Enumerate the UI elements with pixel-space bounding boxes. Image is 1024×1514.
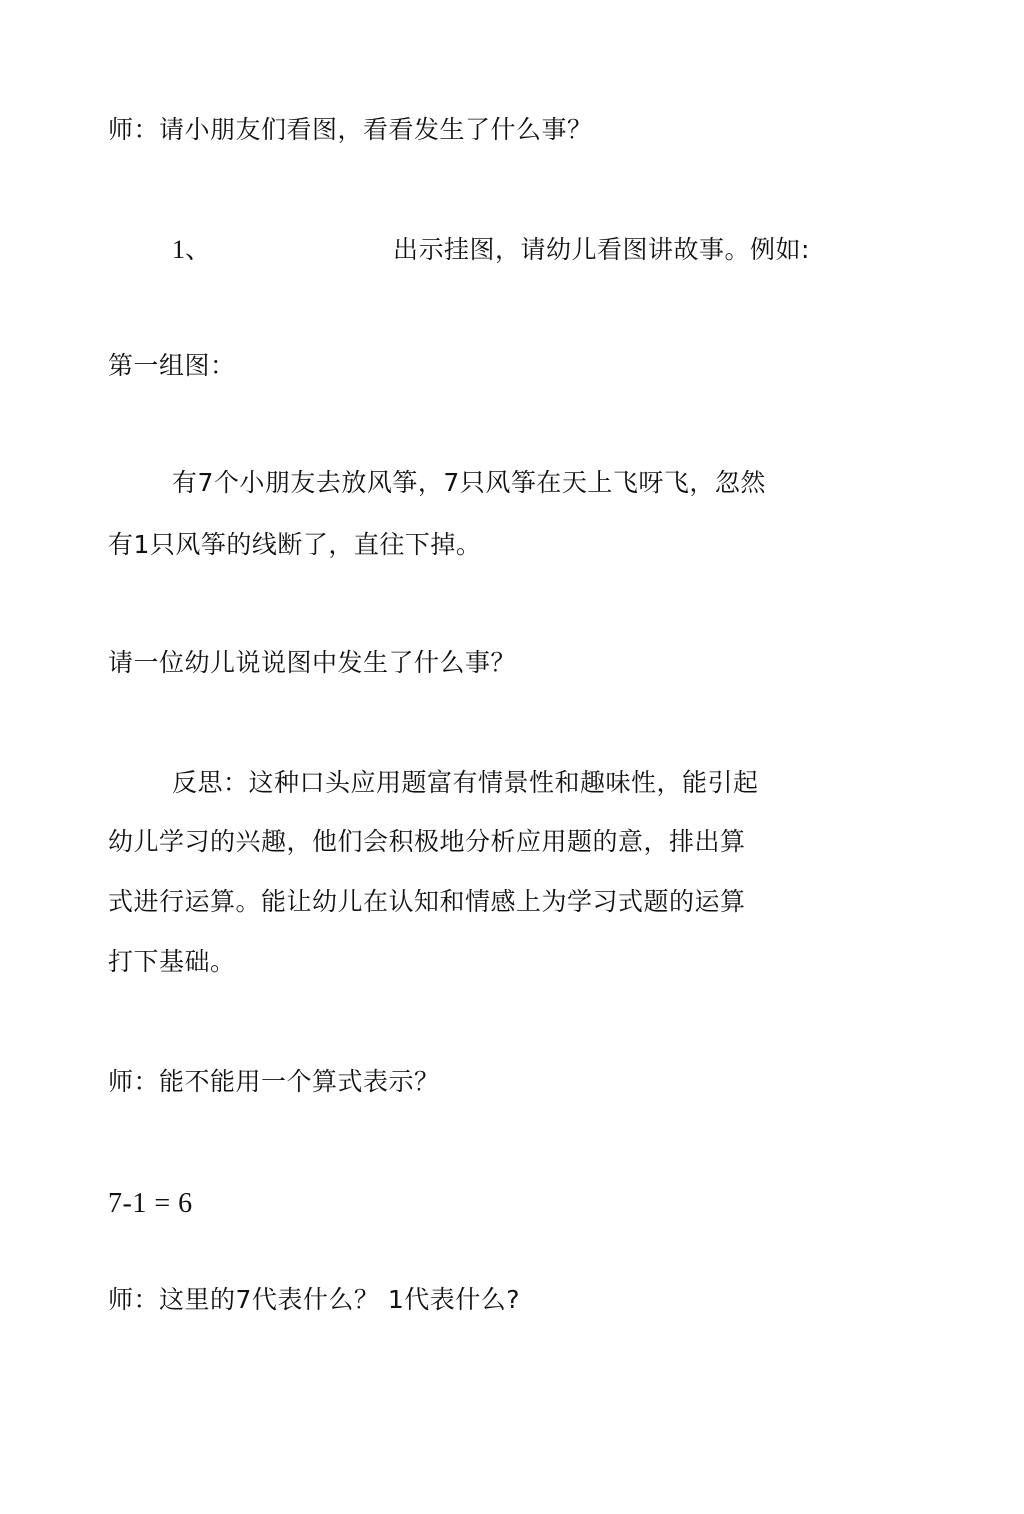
reflection-line-2: 幼儿学习的兴趣，他们会积极地分析应用题的意，排出算 [108, 827, 746, 856]
ask-child-line: 请一位幼儿说说图中发生了什么事？ [108, 648, 517, 677]
reflection-line-3: 式进行运算。能让幼儿在认知和情感上为学习式题的运算 [108, 887, 746, 916]
equation: 7-1 = 6 [108, 1188, 193, 1219]
list-item-number: 1、 [172, 235, 212, 264]
list-item-text: 出示挂图，请幼儿看图讲故事。例如: [393, 235, 810, 264]
reflection-line-1: 反思：这种口头应用题富有情景性和趣味性，能引起 [172, 768, 759, 797]
story-line-1: 有7个小朋友去放风筝，7只风筝在天上飞呀飞，忽然 [172, 468, 766, 497]
group-heading: 第一组图： [108, 351, 236, 380]
teacher-prompt-line: 师：请小朋友们看图，看看发生了什么事？ [108, 115, 593, 144]
story-line-2: 有1只风筝的线断了，直往下掉。 [108, 530, 482, 559]
teacher-question-line-2: 师：这里的7代表什么？ 1代表什么? [108, 1285, 521, 1314]
teacher-question-line: 师：能不能用一个算式表示？ [108, 1067, 440, 1096]
reflection-line-4: 打下基础。 [108, 947, 236, 976]
